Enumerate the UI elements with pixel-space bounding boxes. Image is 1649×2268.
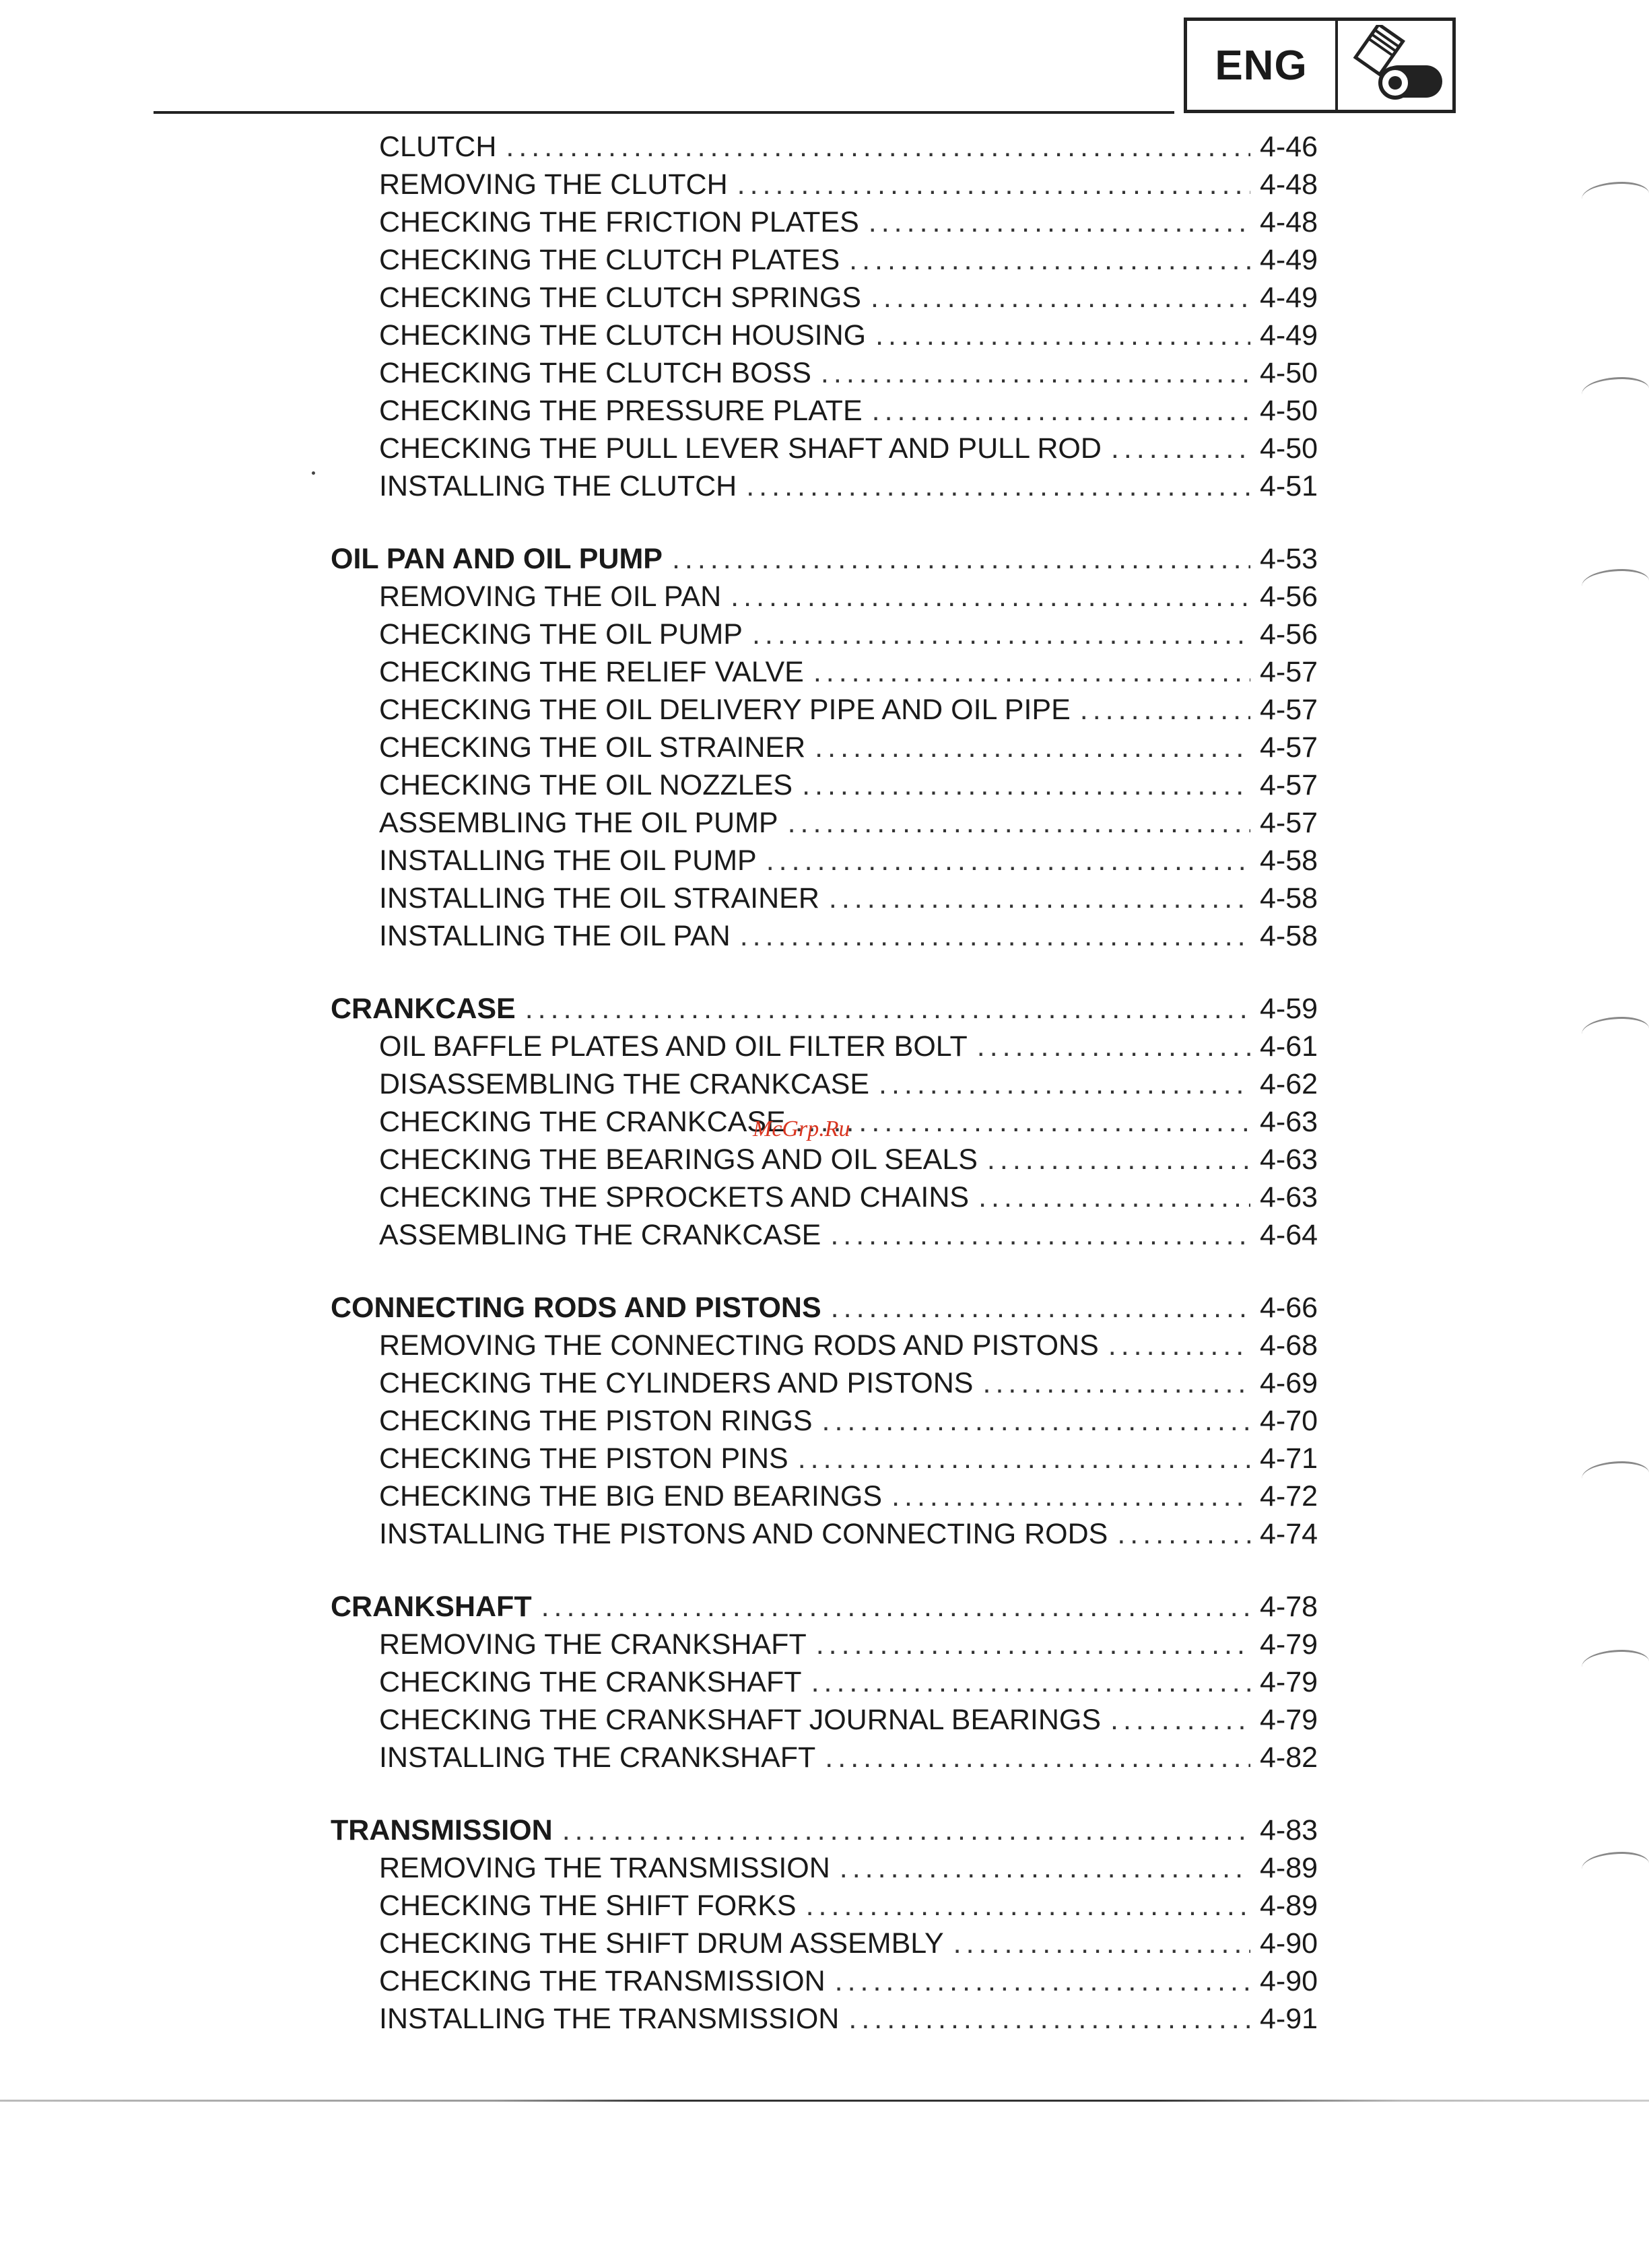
toc-entry[interactable] <box>0 691 1649 729</box>
toc-entry-title: CHECKING THE CLUTCH BOSS <box>379 357 811 389</box>
section-tab <box>1184 18 1456 113</box>
dot-leader <box>875 316 1250 354</box>
dot-leader <box>506 128 1250 166</box>
toc-entry[interactable] <box>0 316 1649 354</box>
toc-entry[interactable] <box>0 1065 1649 1103</box>
dot-leader <box>831 1289 1250 1327</box>
dot-leader <box>891 1477 1250 1515</box>
dot-leader <box>830 1216 1250 1254</box>
toc-page-number: 4-63 <box>1260 1143 1318 1176</box>
dot-leader <box>849 241 1250 279</box>
toc-entry[interactable] <box>0 804 1649 842</box>
toc-page-number: 4-58 <box>1260 920 1318 952</box>
toc-page-number: 4-63 <box>1260 1181 1318 1213</box>
toc-entry[interactable] <box>0 2000 1649 2038</box>
toc-section <box>0 1811 1649 2038</box>
toc-section <box>0 128 1649 505</box>
toc-entry[interactable] <box>0 166 1649 203</box>
toc-entry-title: CHECKING THE PRESSURE PLATE <box>379 395 863 427</box>
dot-leader <box>811 1663 1250 1701</box>
toc-entry[interactable] <box>0 1515 1649 1553</box>
dot-leader <box>953 1925 1250 1962</box>
toc-page-number: 4-66 <box>1260 1292 1318 1324</box>
toc-entry[interactable] <box>0 1962 1649 2000</box>
toc-section-heading[interactable] <box>0 540 1649 578</box>
dot-leader <box>872 392 1250 430</box>
toc-entry[interactable] <box>0 615 1649 653</box>
toc-entry-title: CHECKING THE OIL NOZZLES <box>379 769 793 801</box>
toc-entry[interactable] <box>0 279 1649 316</box>
toc-entry-title: INSTALLING THE PISTONS AND CONNECTING RODS <box>379 1518 1108 1550</box>
toc-page-number: 4-89 <box>1260 1852 1318 1884</box>
toc-entry-title: REMOVING THE OIL PAN <box>379 580 722 613</box>
footer-rule <box>0 2100 1649 2102</box>
toc-page-number: 4-57 <box>1260 769 1318 801</box>
dot-leader <box>731 578 1250 615</box>
toc-page-number: 4-56 <box>1260 580 1318 613</box>
dot-leader <box>983 1364 1251 1402</box>
toc-page-number: 4-57 <box>1260 694 1318 726</box>
dot-leader <box>978 1178 1250 1216</box>
toc-page-number: 4-79 <box>1260 1628 1318 1661</box>
dot-leader <box>672 540 1250 578</box>
toc-entry-title: OIL BAFFLE PLATES AND OIL FILTER BOLT <box>379 1030 968 1063</box>
toc-entry-title: CHECKING THE CLUTCH SPRINGS <box>379 281 861 314</box>
dot-leader <box>813 653 1250 691</box>
toc-entry[interactable] <box>0 467 1649 505</box>
toc-page-number: 4-69 <box>1260 1367 1318 1399</box>
dot-leader <box>871 279 1250 316</box>
toc-section-heading[interactable] <box>0 1588 1649 1626</box>
toc-page-number: 4-50 <box>1260 432 1318 465</box>
dot-leader <box>806 1887 1250 1925</box>
dot-leader <box>1108 1327 1250 1364</box>
toc-entry[interactable] <box>0 1925 1649 1962</box>
toc-entry-title: CHECKING THE PISTON PINS <box>379 1442 788 1475</box>
toc-page-number: 4-58 <box>1260 844 1318 877</box>
dot-leader <box>840 1849 1250 1887</box>
dot-leader <box>746 467 1250 505</box>
toc-entry[interactable] <box>0 1327 1649 1364</box>
toc-entry-title: CHECKING THE TRANSMISSION <box>379 1965 826 1997</box>
toc-entry-title: INSTALLING THE OIL PAN <box>379 920 731 952</box>
toc-heading-title: OIL PAN AND OIL PUMP <box>331 543 663 575</box>
toc-entry-title: CHECKING THE OIL STRAINER <box>379 731 806 764</box>
dot-leader <box>869 203 1250 241</box>
toc-entry-title: ASSEMBLING THE CRANKCASE <box>379 1219 821 1251</box>
toc-entry[interactable] <box>0 1477 1649 1515</box>
toc-page-number: 4-57 <box>1260 731 1318 764</box>
dot-leader <box>562 1811 1250 1849</box>
toc-entry-title: INSTALLING THE TRANSMISSION <box>379 2003 840 2035</box>
toc-entry[interactable] <box>0 653 1649 691</box>
toc-section-heading[interactable] <box>0 990 1649 1028</box>
header-rule <box>154 111 1174 114</box>
toc-entry-title: CHECKING THE CRANKSHAFT <box>379 1666 802 1698</box>
toc-section <box>0 1289 1649 1553</box>
toc-page-number: 4-89 <box>1260 1890 1318 1922</box>
toc-entry-title: CHECKING THE CRANKCASE <box>379 1106 786 1138</box>
toc-page-number: 4-49 <box>1260 281 1318 314</box>
toc-entry[interactable] <box>0 917 1649 955</box>
toc-page-number: 4-46 <box>1260 131 1318 163</box>
toc-entry[interactable] <box>0 430 1649 467</box>
dot-leader <box>737 166 1250 203</box>
toc-entry-title: ASSEMBLING THE OIL PUMP <box>379 807 778 839</box>
toc-entry[interactable] <box>0 354 1649 392</box>
toc-page-number: 4-53 <box>1260 543 1318 575</box>
toc-entry-title: CHECKING THE CYLINDERS AND PISTONS <box>379 1367 974 1399</box>
toc-section-heading[interactable] <box>0 1289 1649 1327</box>
toc-heading-title: CONNECTING RODS AND PISTONS <box>331 1292 821 1324</box>
engine-piston-icon-svg <box>1341 25 1449 106</box>
toc-page-number: 4-79 <box>1260 1704 1318 1736</box>
toc-heading-title: CRANKCASE <box>331 993 516 1025</box>
toc-entry-title: INSTALLING THE OIL PUMP <box>379 844 757 877</box>
toc-page-number: 4-63 <box>1260 1106 1318 1138</box>
dot-leader <box>825 1739 1250 1776</box>
toc-section-heading[interactable] <box>0 1811 1649 1849</box>
toc-entry-title: CHECKING THE OIL DELIVERY PIPE AND OIL PIPE <box>379 694 1071 726</box>
toc-entry[interactable] <box>0 766 1649 804</box>
toc-entry[interactable] <box>0 578 1649 615</box>
toc-page-number: 4-90 <box>1260 1927 1318 1960</box>
toc-entry[interactable] <box>0 842 1649 879</box>
dot-leader <box>835 1962 1250 2000</box>
toc-page-number: 4-48 <box>1260 168 1318 201</box>
toc-page-number: 4-79 <box>1260 1666 1318 1698</box>
toc-entry-title: CHECKING THE BEARINGS AND OIL SEALS <box>379 1143 978 1176</box>
dot-leader <box>816 1626 1250 1663</box>
toc-page-number: 4-56 <box>1260 618 1318 651</box>
toc-entry[interactable] <box>0 1402 1649 1440</box>
toc-entry[interactable] <box>0 1028 1649 1065</box>
toc-page-number: 4-50 <box>1260 357 1318 389</box>
dot-leader <box>1117 1515 1250 1553</box>
toc-entry-title: CHECKING THE SHIFT DRUM ASSEMBLY <box>379 1927 944 1960</box>
toc-page-number: 4-59 <box>1260 993 1318 1025</box>
toc-entry-title: CHECKING THE SPROCKETS AND CHAINS <box>379 1181 970 1213</box>
toc-entry[interactable] <box>0 1626 1649 1663</box>
toc-page-number: 4-71 <box>1260 1442 1318 1475</box>
toc-entry[interactable] <box>0 241 1649 279</box>
toc-entry[interactable] <box>0 1364 1649 1402</box>
toc-entry-title: CHECKING THE OIL PUMP <box>379 618 743 651</box>
toc-page-number: 4-48 <box>1260 206 1318 238</box>
toc-entry[interactable] <box>0 1216 1649 1254</box>
toc-page-number: 4-68 <box>1260 1329 1318 1362</box>
toc-page-number: 4-58 <box>1260 882 1318 914</box>
toc-page-number: 4-78 <box>1260 1591 1318 1623</box>
dot-leader <box>848 2000 1250 2038</box>
toc-entry[interactable] <box>0 203 1649 241</box>
toc-page-number: 4-57 <box>1260 807 1318 839</box>
toc-entry-title: REMOVING THE CONNECTING RODS AND PISTONS <box>379 1329 1099 1362</box>
toc-entry-title: CHECKING THE FRICTION PLATES <box>379 206 859 238</box>
toc-entry-title: CHECKING THE SHIFT FORKS <box>379 1890 797 1922</box>
table-of-contents <box>0 128 1649 2073</box>
toc-page-number: 4-62 <box>1260 1068 1318 1100</box>
toc-page-number: 4-82 <box>1260 1741 1318 1774</box>
toc-entry[interactable] <box>0 1178 1649 1216</box>
toc-entry-title: INSTALLING THE CRANKSHAFT <box>379 1741 816 1774</box>
dot-leader <box>1080 691 1250 729</box>
toc-page-number: 4-83 <box>1260 1814 1318 1846</box>
toc-entry[interactable] <box>0 1739 1649 1776</box>
watermark: McGrp.Ru <box>753 1116 850 1141</box>
dot-leader <box>829 879 1250 917</box>
toc-entry-title: INSTALLING THE CLUTCH <box>379 470 737 502</box>
section-label: ENG <box>1187 21 1338 110</box>
dot-leader <box>788 804 1250 842</box>
toc-page-number: 4-51 <box>1260 470 1318 502</box>
toc-entry-title: CHECKING THE PISTON RINGS <box>379 1405 813 1437</box>
toc-entry-title: CHECKING THE CRANKSHAFT JOURNAL BEARINGS <box>379 1704 1101 1736</box>
dot-leader <box>1110 1701 1250 1739</box>
dot-leader <box>752 615 1250 653</box>
toc-entry-title: CHECKING THE PULL LEVER SHAFT AND PULL ROD <box>379 432 1102 465</box>
dot-leader <box>879 1065 1250 1103</box>
toc-entry-title: REMOVING THE CLUTCH <box>379 168 728 201</box>
dot-leader <box>766 842 1250 879</box>
dot-leader <box>821 354 1250 392</box>
toc-entry-title: CHECKING THE RELIEF VALVE <box>379 656 804 688</box>
toc-page-number: 4-50 <box>1260 395 1318 427</box>
dot-leader <box>977 1028 1250 1065</box>
toc-page-number: 4-61 <box>1260 1030 1318 1063</box>
toc-page-number: 4-90 <box>1260 1965 1318 1997</box>
toc-page-number: 4-72 <box>1260 1480 1318 1512</box>
toc-entry-title: CHECKING THE CLUTCH PLATES <box>379 244 840 276</box>
toc-page-number: 4-70 <box>1260 1405 1318 1437</box>
toc-entry-title: DISASSEMBLING THE CRANKCASE <box>379 1068 869 1100</box>
dot-leader <box>541 1588 1250 1626</box>
toc-entry-title: CLUTCH <box>379 131 497 163</box>
engine-piston-icon <box>1338 21 1452 110</box>
dot-leader <box>802 766 1250 804</box>
dot-leader <box>822 1402 1250 1440</box>
dot-leader <box>740 917 1250 955</box>
toc-entry[interactable] <box>0 1887 1649 1925</box>
dot-leader <box>987 1141 1250 1178</box>
toc-entry[interactable] <box>0 128 1649 166</box>
dot-leader <box>795 1103 1250 1141</box>
toc-heading-title: TRANSMISSION <box>331 1814 553 1846</box>
toc-entry-title: REMOVING THE CRANKSHAFT <box>379 1628 807 1661</box>
toc-entry-title: INSTALLING THE OIL STRAINER <box>379 882 819 914</box>
toc-page-number: 4-57 <box>1260 656 1318 688</box>
toc-section <box>0 540 1649 955</box>
toc-entry[interactable] <box>0 1701 1649 1739</box>
toc-entry-title: CHECKING THE BIG END BEARINGS <box>379 1480 883 1512</box>
toc-page-number: 4-64 <box>1260 1219 1318 1251</box>
toc-page-number: 4-91 <box>1260 2003 1318 2035</box>
toc-entry[interactable] <box>0 879 1649 917</box>
toc-entry[interactable] <box>0 392 1649 430</box>
toc-entry[interactable] <box>0 1849 1649 1887</box>
dot-leader <box>798 1440 1250 1477</box>
dot-leader <box>525 990 1250 1028</box>
dot-leader <box>1111 430 1250 467</box>
toc-page-number: 4-49 <box>1260 319 1318 352</box>
toc-entry[interactable] <box>0 1663 1649 1701</box>
toc-entry-title: REMOVING THE TRANSMISSION <box>379 1852 830 1884</box>
toc-section <box>0 1588 1649 1776</box>
toc-entry[interactable] <box>0 1440 1649 1477</box>
toc-page-number: 4-74 <box>1260 1518 1318 1550</box>
toc-entry[interactable] <box>0 729 1649 766</box>
toc-page-number: 4-49 <box>1260 244 1318 276</box>
toc-heading-title: CRANKSHAFT <box>331 1591 532 1623</box>
dot-leader <box>815 729 1250 766</box>
toc-entry[interactable] <box>0 1141 1649 1178</box>
toc-entry-title: CHECKING THE CLUTCH HOUSING <box>379 319 867 352</box>
